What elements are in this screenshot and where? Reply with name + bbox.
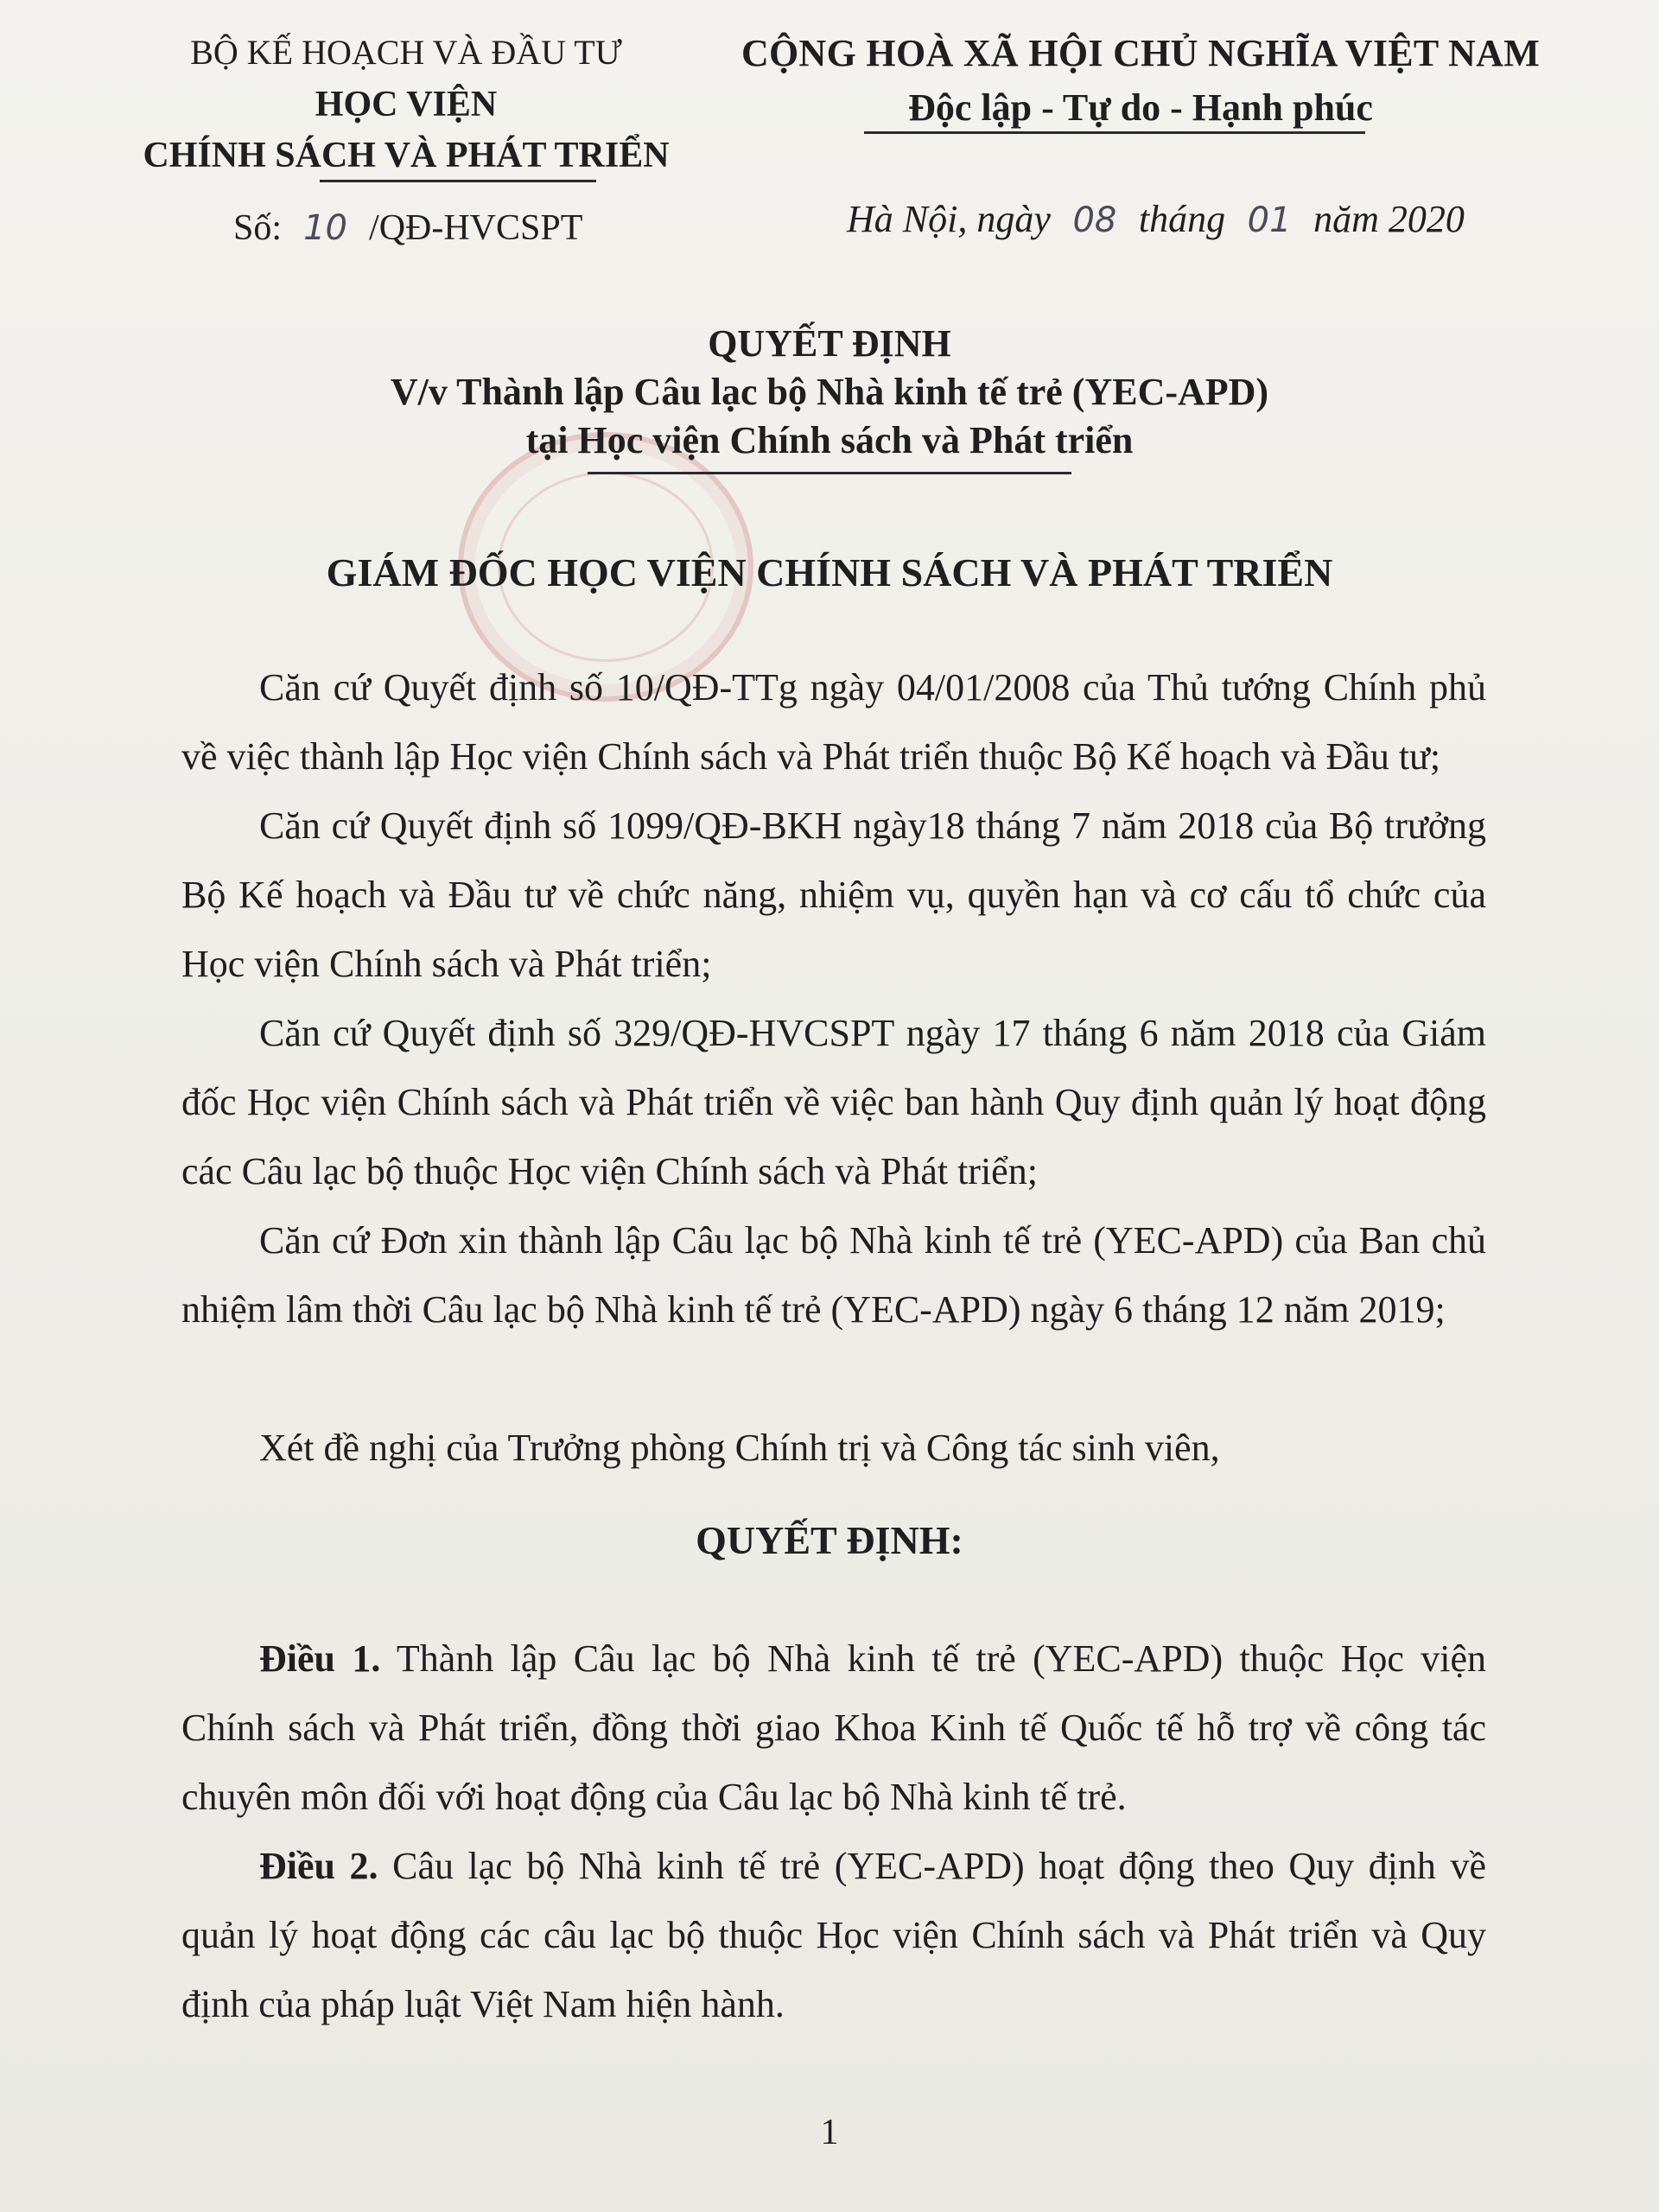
title-underline (588, 472, 1071, 474)
legal-basis-paragraph: Căn cứ Quyết định số 1099/QĐ-BKH ngày18 tháng 7 năm 2018 của Bộ trưởng Bộ Kế hoạch và Đầu tư về chức năng, nhiệm vụ, quyền hạn và cơ cấu tổ chức của Học viện Chính sách và Phát triển; (181, 804, 1486, 985)
number-prefix: Số: (233, 208, 283, 248)
national-motto: Độc lập - Tự do - Hạnh phúc (908, 86, 1373, 129)
authority-heading: GIÁM ĐỐC HỌC VIỆN CHÍNH SÁCH VÀ PHÁT TRIỂN (326, 550, 1333, 594)
article-text: Câu lạc bộ Nhà kinh tế trẻ (YEC-APD) hoạt động theo Quy định về quản lý hoạt động các câu lạc bộ thuộc Học viện Chính sách và Phát triển và Quy định của pháp luật Việt Nam hiện hành. (181, 1845, 1487, 2025)
date-day-handwritten: 08 (1072, 200, 1117, 240)
article-label: Điều 1. (259, 1637, 381, 1680)
national-header (709, 26, 1573, 135)
document-subject-line2: tại Học viện Chính sách và Phát triển (525, 419, 1134, 461)
agency-underline (320, 180, 596, 182)
country-name: CỘNG HOÀ XÃ HỘI CHỦ NGHĨA VIỆT NAM (741, 32, 1541, 74)
document-title: QUYẾT ĐỊNH (708, 322, 951, 365)
date-year: năm 2020 (1313, 198, 1465, 240)
legal-basis-paragraph: Căn cứ Quyết định số 10/QĐ-TTg ngày 04/01/2008 của Thủ tướng Chính phủ về việc thành lập Học viện Chính sách và Phát triển thuộc Bộ Kế hoạch và Đầu tư; (181, 666, 1486, 778)
institute-name-line2: CHÍNH SÁCH VÀ PHÁT TRIỂN (143, 136, 670, 175)
motto-underline (864, 131, 1365, 134)
date-month-word: tháng (1138, 198, 1226, 240)
article-label: Điều 2. (259, 1845, 378, 1887)
article-text: Thành lập Câu lạc bộ Nhà kinh tế trẻ (YEC-APD) thuộc Học viện Chính sách và Phát triển, đồng thời giao Khoa Kinh tế Quốc tế hỗ trợ về công tác chuyên môn đối với hoạt động của Câu lạc bộ Nhà kinh tế trẻ. (181, 1637, 1486, 1818)
document-number (233, 207, 582, 249)
issue-date (847, 197, 1465, 241)
issuing-agency-header (104, 26, 709, 181)
legal-basis-paragraph: Căn cứ Quyết định số 329/QĐ-HVCSPT ngày 17 tháng 6 năm 2018 của Giám đốc Học viện Chính sách và Phát triển về việc ban hành Quy định quản lý hoạt động các Câu lạc bộ thuộc Học viện Chính sách và Phát triển; (181, 1012, 1486, 1192)
date-month-handwritten: 01 (1247, 200, 1292, 240)
article-1 (181, 1624, 1486, 1832)
institute-name-line1: HỌC VIỆN (315, 85, 498, 124)
document-subject-line1: V/v Thành lập Câu lạc bộ Nhà kinh tế trẻ (YEC-APD) (390, 371, 1269, 413)
ministry-name: BỘ KẾ HOẠCH VÀ ĐẦU TƯ (190, 33, 622, 72)
article-2 (181, 1832, 1486, 2039)
proposal-paragraph: Xét đề nghị của Trưởng phòng Chính trị và Công tác sinh viên, (259, 1427, 1220, 1469)
legal-basis-paragraph: Căn cứ Đơn xin thành lập Câu lạc bộ Nhà kinh tế trẻ (YEC-APD) của Ban chủ nhiệm lâm thời Câu lạc bộ Nhà kinh tế trẻ (YEC-APD) ngày 6 tháng 12 năm 2019; (181, 1219, 1486, 1331)
number-handwritten: 10 (303, 208, 347, 248)
page-number: 1 (820, 2113, 839, 2152)
number-suffix: /QĐ-HVCSPT (369, 208, 583, 248)
decision-heading: QUYẾT ĐỊNH: (696, 1518, 963, 1562)
date-prefix: Hà Nội, ngày (847, 198, 1051, 240)
